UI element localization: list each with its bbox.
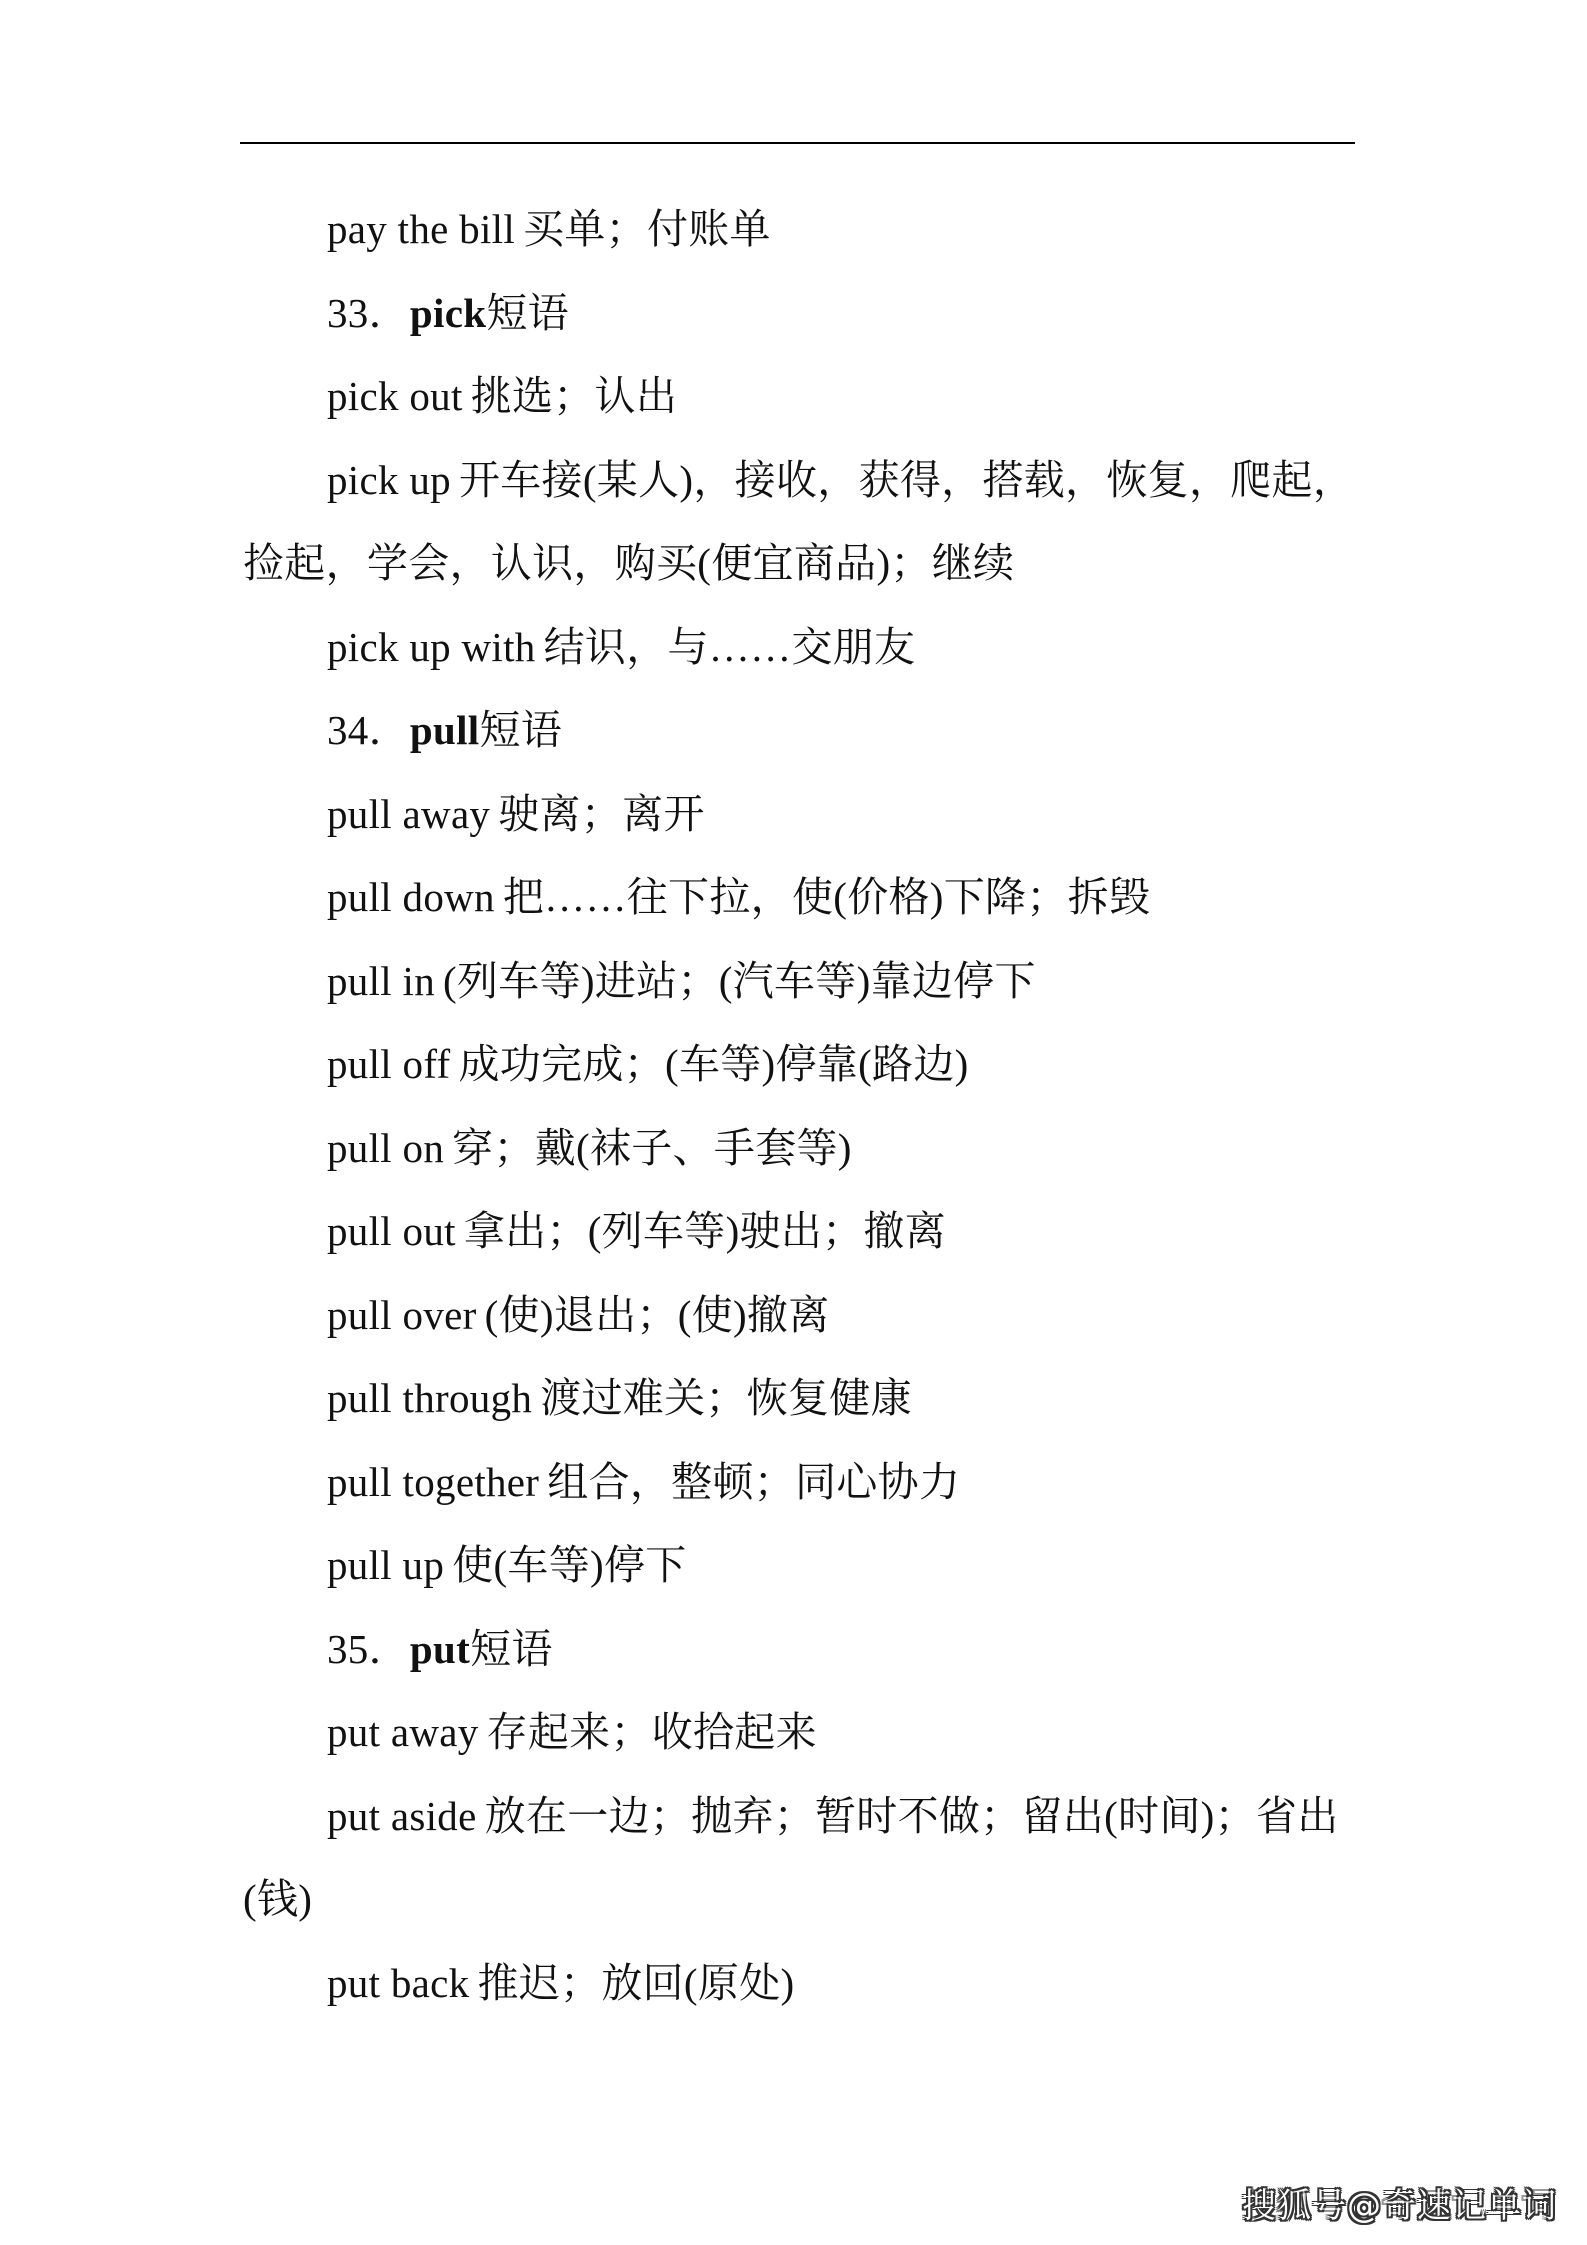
list-item <box>243 188 1355 272</box>
list-item <box>243 940 1355 1024</box>
phrase: pick up with <box>327 623 536 670</box>
header-rule <box>240 142 1355 144</box>
phrase: pull on <box>327 1124 445 1171</box>
meaning: 挑选；认出 <box>470 373 678 419</box>
list-item <box>243 856 1355 940</box>
phrase: pay the bill <box>327 206 516 252</box>
phrase: put back <box>327 1959 470 2006</box>
list-item <box>243 1357 1355 1441</box>
section-heading <box>243 689 1355 773</box>
phrase: pull together <box>327 1458 540 1505</box>
section-number: 33． <box>327 289 410 336</box>
section-suffix: 短语 <box>479 707 563 753</box>
meaning: (列车等)进站；(汽车等)靠边停下 <box>443 957 1036 1004</box>
phrase: pick up <box>327 456 451 503</box>
list-item <box>243 1274 1355 1358</box>
meaning: 穿；戴(袜子、手套等) <box>452 1124 852 1171</box>
meaning: 把……往下拉，使(价格)下降；拆毁 <box>502 874 1151 920</box>
phrase: pull out <box>327 1208 456 1254</box>
section-keyword: put <box>409 1625 471 1672</box>
meaning: 结识，与……交朋友 <box>543 623 916 670</box>
section-heading <box>243 1608 1355 1692</box>
phrase: pull over <box>327 1291 477 1338</box>
phrase: pull down <box>327 874 495 920</box>
meaning: 放在一边；抛弃；暂时不做；留出(时间)；省出(钱) <box>243 1792 1339 1922</box>
list-item <box>243 1107 1355 1191</box>
phrase: pull off <box>327 1041 451 1087</box>
list-item <box>243 1524 1355 1608</box>
section-suffix: 短语 <box>486 289 569 336</box>
meaning: 渡过难关；恢复健康 <box>540 1375 912 1421</box>
list-item <box>243 355 1355 439</box>
meaning: (使)退出；(使)撤离 <box>484 1291 830 1338</box>
list-item <box>243 1190 1355 1274</box>
meaning: 驶离；离开 <box>498 790 705 837</box>
meaning: 开车接(某人)，接收，获得，搭载，恢复，爬起，捡起，学会，认识，购买(便宜商品)；继续 <box>243 456 1355 586</box>
phrase: pull up <box>327 1542 445 1588</box>
watermark-text: 搜狐号@奇速记单词 <box>1242 2186 1557 2226</box>
phrase: pull through <box>327 1375 533 1421</box>
section-keyword: pick <box>409 289 487 336</box>
list-item <box>243 773 1355 857</box>
list-item <box>243 1441 1355 1525</box>
list-item <box>243 439 1355 606</box>
section-number: 35． <box>327 1625 410 1672</box>
section-keyword: pull <box>409 707 480 753</box>
list-item <box>243 1691 1355 1775</box>
section-suffix: 短语 <box>470 1625 553 1672</box>
list-item <box>243 1942 1355 2026</box>
list-item <box>243 1775 1355 1942</box>
section-number: 34． <box>327 707 410 753</box>
meaning: 存起来；收拾起来 <box>486 1709 817 1755</box>
meaning: 推迟；放回(原处) <box>477 1959 795 2006</box>
phrase: put away <box>327 1709 479 1755</box>
phrase: pick out <box>327 373 463 419</box>
meaning: 组合，整顿；同心协力 <box>547 1458 961 1505</box>
list-item <box>243 1023 1355 1107</box>
list-item <box>243 606 1355 690</box>
meaning: 拿出；(列车等)驶出；撤离 <box>463 1208 947 1254</box>
phrase: pull in <box>327 957 436 1004</box>
phrase: pull away <box>327 790 491 837</box>
meaning: 成功完成；(车等)停靠(路边) <box>458 1041 969 1087</box>
section-heading <box>243 272 1355 356</box>
meaning: 买单；付账单 <box>523 206 771 252</box>
meaning: 使(车等)停下 <box>452 1542 687 1588</box>
phrase: put aside <box>327 1792 477 1839</box>
phrase-list <box>243 188 1355 2025</box>
